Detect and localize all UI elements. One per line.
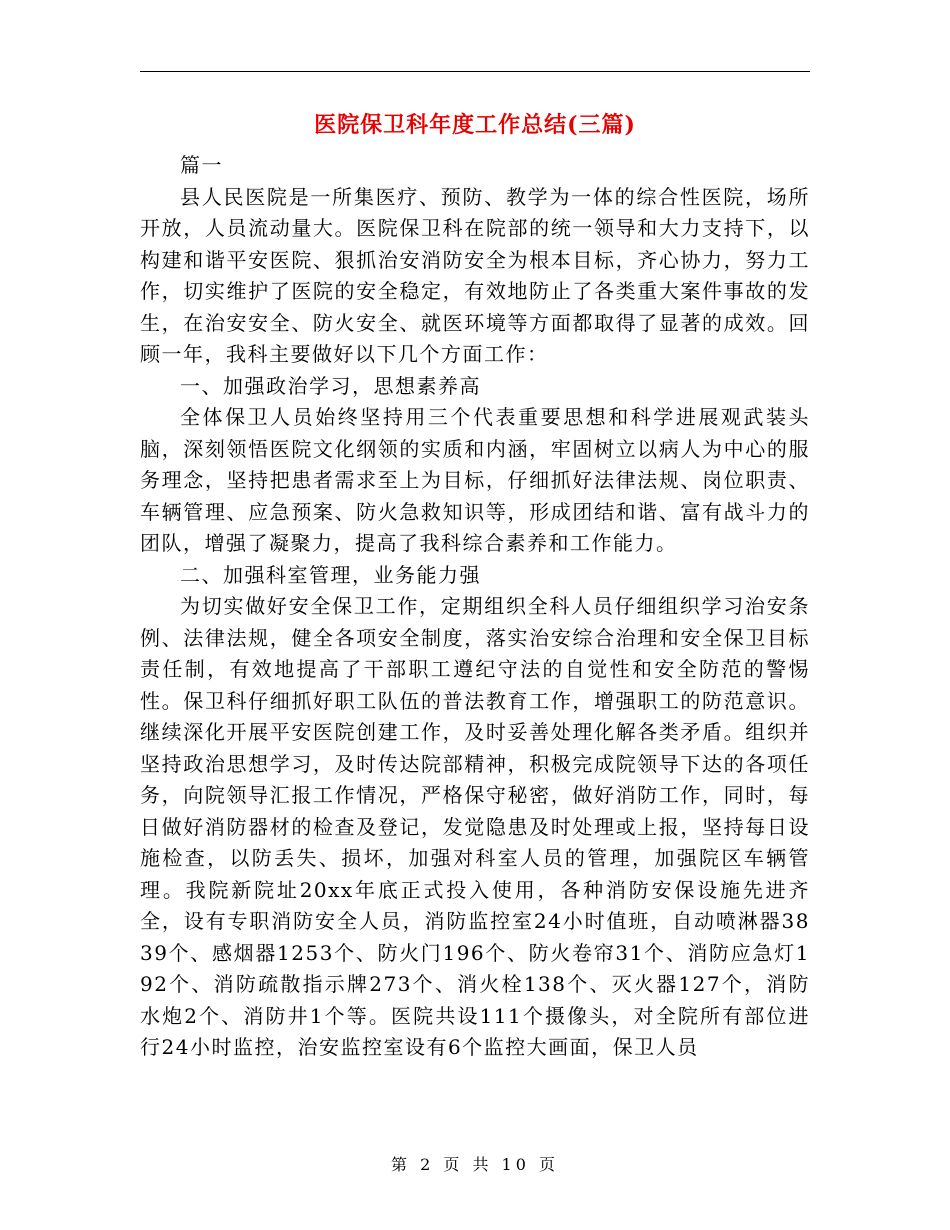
- document-title: 医院保卫科年度工作总结(三篇): [314, 112, 636, 138]
- section-paragraph-2: 为切实做好安全保卫工作，定期组织全科人员仔细组织学习治安条例、法律法规，健全各项安全制度，落实治安综合治理和安全保卫目标责任制，有效地提高了干部职工遵纪守法的自觉性和安全防范的警惕性。保卫科仔细抓好职工队伍的普法教育工作，增强职工的防范意识。继续深化开展平安医院创建工作，及时妥善处理化解各类矛盾。组织并坚持政治思想学习，及时传达院部精神，积极完成院领导下达的各项任务，向院领导汇报工作情况，严格保守秘密，做好消防工作，同时，每日做好消防器材的检查及登记，发觉隐患及时处理或上报，坚持每日设施检查，以防丢失、损坏，加强对科室人员的管理，加强院区车辆管理。我院新院址20xx年底正式投入使用，各种消防安保设施先进齐全，设有专职消防安全人员，消防监控室24小时值班，自动喷淋器3839个、感烟器1253个、防火门196个、防火卷帘31个、消防应急灯192个、消防疏散指示牌273个、消火栓138个、灭火器127个，消防水炮2个、消防井1个等。医院共设111个摄像头，对全院所有部位进行24小时监控，治安监控室设有6个监控大画面，保卫人员: [140, 594, 810, 1059]
- section-heading-1: 一、加强政治学习，思想素养高: [180, 373, 481, 398]
- page-number: 第 2 页 共 10 页: [391, 1155, 559, 1174]
- header-rule: [140, 71, 810, 72]
- intro-paragraph: 县人民医院是一所集医疗、预防、教学为一体的综合性医院，场所开放，人员流动量大。医院保卫科在院部的统一领导和大力支持下，以构建和谐平安医院、狠抓治安消防安全为根本目标，齐心协力，努力工作，切实维护了医院的安全稳定，有效地防止了各类重大案件事故的发生，在治安安全、防火安全、就医环境等方面都取得了显著的成效。回顾一年，我科主要做好以下几个方面工作：: [140, 184, 810, 366]
- section-paragraph-1: 全体保卫人员始终坚持用三个代表重要思想和科学进展观武装头脑，深刻领悟医院文化纲领的实质和内涵，牢固树立以病人为中心的服务理念，坚持把患者需求至上为目标，仔细抓好法律法规、岗位职责、车辆管理、应急预案、防火急救知识等，形成团结和谐、富有战斗力的团队，增强了凝聚力，提高了我科综合素养和工作能力。: [140, 405, 810, 555]
- section-label: 篇一: [180, 153, 223, 177]
- document-body: [140, 150, 810, 1064]
- section-heading-2: 二、加强科室管理，业务能力强: [180, 562, 481, 587]
